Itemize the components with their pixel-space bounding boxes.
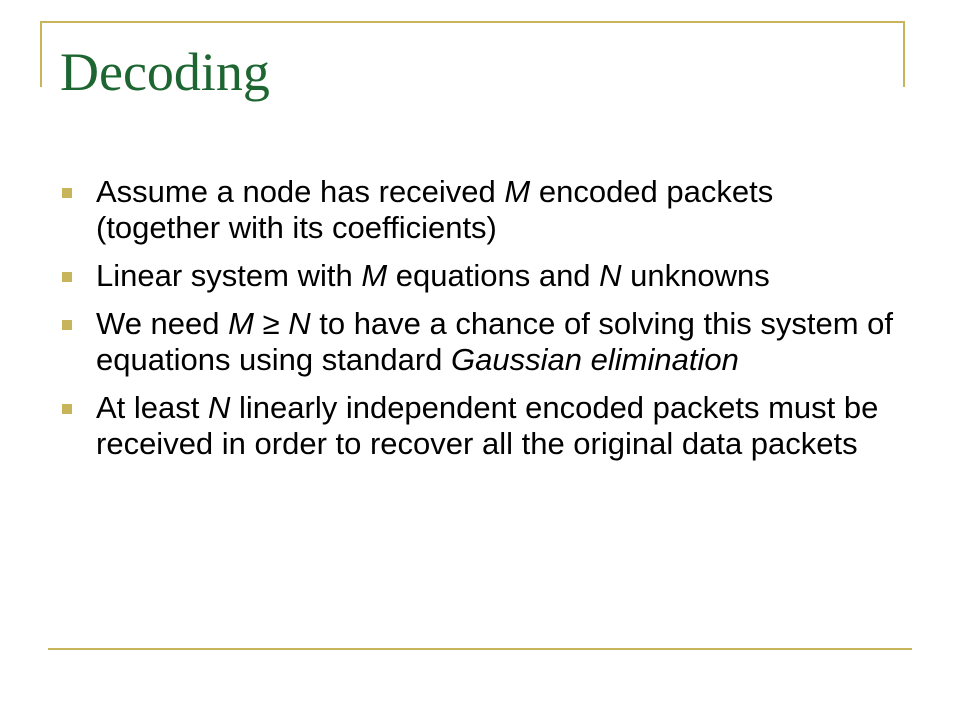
bullet-item: [60, 390, 900, 462]
top-border-line: [40, 21, 905, 23]
slide-title: Decoding: [60, 42, 270, 102]
bullet-item: [60, 306, 900, 378]
bullet-text-segment: linearly independent encoded packets must be received in order to recover all the original data packets: [96, 390, 879, 461]
bullet-text-segment-italic: M: [504, 174, 531, 209]
square-bullet-icon: [62, 404, 72, 414]
bullet-text-segment: encoded packets (together with its coefficients): [96, 174, 774, 245]
bullet-text-segment: ≥: [253, 306, 289, 341]
left-border-line: [40, 21, 42, 87]
bullet-text-segment-italic: N: [599, 258, 622, 293]
bullet-item: [60, 174, 900, 246]
bullet-text-segment-italic: N: [208, 390, 231, 425]
bullet-text-segment: We need: [96, 306, 229, 341]
square-bullet-icon: [62, 272, 72, 282]
bullet-text-segment: unknowns: [621, 258, 770, 293]
bullet-text-segment: Linear system with: [96, 258, 362, 293]
bullet-item: [60, 258, 900, 294]
bullet-text-segment-italic: N: [288, 306, 311, 341]
square-bullet-icon: [62, 188, 72, 198]
square-bullet-icon: [62, 320, 72, 330]
bullet-list: [60, 174, 900, 474]
bullet-text-segment-italic: M: [228, 306, 254, 341]
right-border-line: [903, 21, 905, 87]
bullet-text-segment: to have a chance of solving this system of equations using standard: [96, 306, 894, 377]
bullet-text-segment: equations and: [387, 258, 600, 293]
bullet-text-segment: At least: [96, 390, 208, 425]
bullet-text-segment: Assume a node has received: [96, 174, 505, 209]
bullet-text-segment-italic: Gaussian elimination: [451, 342, 739, 377]
bullet-text-segment-italic: M: [361, 258, 388, 293]
bottom-border-line: [48, 648, 912, 650]
